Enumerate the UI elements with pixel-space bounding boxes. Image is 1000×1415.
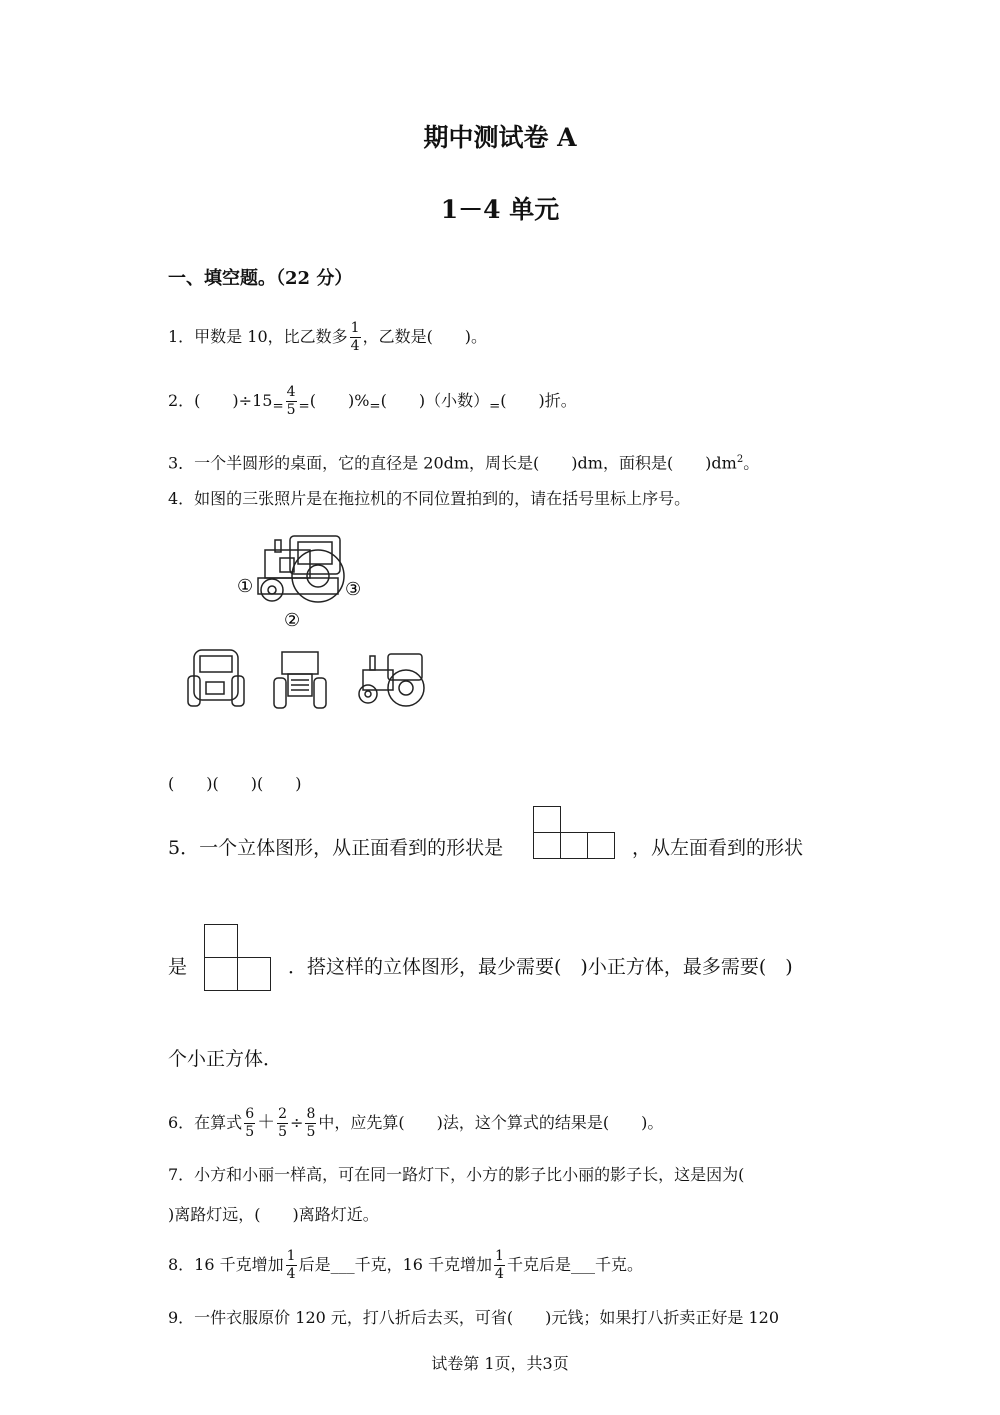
q2-eq-1: = [272, 399, 284, 415]
q4-answer-blanks: ( )( )( ) [168, 774, 302, 793]
front-view-cell [560, 832, 588, 859]
q3-superscript: 2 [736, 454, 744, 465]
left-view-cell [237, 957, 271, 991]
q8-text-mid: 后是___千克，16 千克增加 [298, 1255, 493, 1274]
section-heading: 一、填空题。（22 分） [168, 268, 353, 289]
question-9: 9．一件衣服原价 120 元，打八折后去买，可省( )元钱；如果打八折卖正好是 120 [168, 1308, 780, 1327]
q7-line-1: 7．小方和小丽一样高，可在同一路灯下，小方的影子比小丽的影子长，这是因为( [168, 1165, 745, 1184]
q6-divide: ÷ [290, 1113, 304, 1132]
q8-f1-den: 4 [286, 1266, 296, 1282]
left-view-cell [204, 957, 238, 991]
tractor-side-top-icon [258, 536, 344, 602]
page-footer: 试卷第 1页，共3页 [431, 1354, 569, 1373]
question-2 [168, 384, 577, 419]
tractor-rear-icon [188, 650, 244, 706]
question-4: 4．如图的三张照片是在拖拉机的不同位置拍到的，请在括号里标上序号。 [168, 489, 691, 508]
q8-text-post: 千克后是___千克。 [506, 1255, 643, 1274]
q2-fraction [286, 384, 297, 419]
q8-f2-num: 1 [495, 1248, 504, 1264]
q2-text-pre: 2．( )÷15 [168, 391, 273, 410]
q1-text-post: ，乙数是( )。 [362, 327, 488, 346]
q6-f3-num: 8 [306, 1106, 316, 1122]
q8-fraction-1 [286, 1248, 297, 1283]
question-6 [168, 1106, 663, 1141]
tractor-illustration [180, 528, 440, 748]
front-view-cell [587, 832, 615, 859]
q2-text-2: ( )（小数） [380, 391, 490, 410]
q6-text-pre: 6．在算式 [168, 1113, 243, 1132]
tractor-front-icon [274, 652, 326, 708]
q6-fraction-1 [244, 1106, 255, 1141]
exam-subtitle: 1－4 单元 [440, 195, 560, 224]
question-8 [168, 1248, 643, 1283]
q6-text-post: 中，应先算( )法，这个算式的结果是( )。 [318, 1113, 664, 1132]
exam-title: 期中测试卷 A [423, 123, 577, 152]
q2-eq-3: = [369, 399, 381, 415]
q6-fraction-2 [277, 1106, 288, 1141]
q6-f2-num: 2 [278, 1106, 288, 1122]
front-view-cell [533, 832, 561, 859]
tractor-side-icon [359, 654, 424, 706]
front-view-cell [533, 806, 561, 833]
q3-text-pre: 3．一个半圆形的桌面，它的直径是 20dm，周长是( )dm，面积是( )dm [168, 453, 737, 473]
q3-text-post: 。 [743, 453, 760, 473]
q5-line-2b: ．搭这样的立体图形，最少需要( )小正方体，最多需要( ) [288, 956, 793, 978]
q1-numerator: 1 [350, 320, 360, 336]
q5-line-2a: 是 [168, 956, 188, 978]
q7-line-2: )离路灯远，( )离路灯近。 [168, 1205, 379, 1224]
q2-denominator: 5 [286, 402, 296, 418]
question-1 [168, 320, 487, 355]
marker-2: ① [237, 576, 254, 597]
q6-fraction-3 [305, 1106, 316, 1141]
marker-1: ② [284, 610, 301, 631]
q2-text-3: ( )折。 [500, 391, 577, 410]
q6-plus: ＋ [257, 1112, 276, 1133]
q8-fraction-2 [494, 1248, 505, 1283]
left-view-cell [204, 924, 238, 958]
q6-f2-den: 5 [278, 1124, 288, 1140]
q8-text-pre: 8．16 千克增加 [168, 1255, 284, 1274]
q5-line-1: 5．一个立体图形，从正面看到的形状是 [168, 837, 504, 859]
question-3 [168, 449, 759, 474]
q2-numerator: 4 [286, 384, 296, 400]
q1-fraction [350, 320, 361, 355]
q1-text-pre: 1．甲数是 10，比乙数多 [168, 327, 348, 346]
q8-f1-num: 1 [286, 1248, 296, 1264]
q5-line-3: 个小正方体． [168, 1048, 283, 1070]
q2-eq-4: = [489, 399, 501, 415]
q6-f1-den: 5 [245, 1124, 255, 1140]
q8-f2-den: 4 [495, 1266, 504, 1282]
q2-text-1: ( )% [309, 391, 370, 410]
marker-3: ③ [345, 579, 362, 600]
q6-f3-den: 5 [306, 1124, 316, 1140]
q5-line-1b: ，从左面看到的形状 [632, 837, 804, 859]
q2-eq-2: = [298, 399, 310, 415]
q1-denominator: 4 [350, 338, 360, 354]
q6-f1-num: 6 [245, 1106, 255, 1122]
